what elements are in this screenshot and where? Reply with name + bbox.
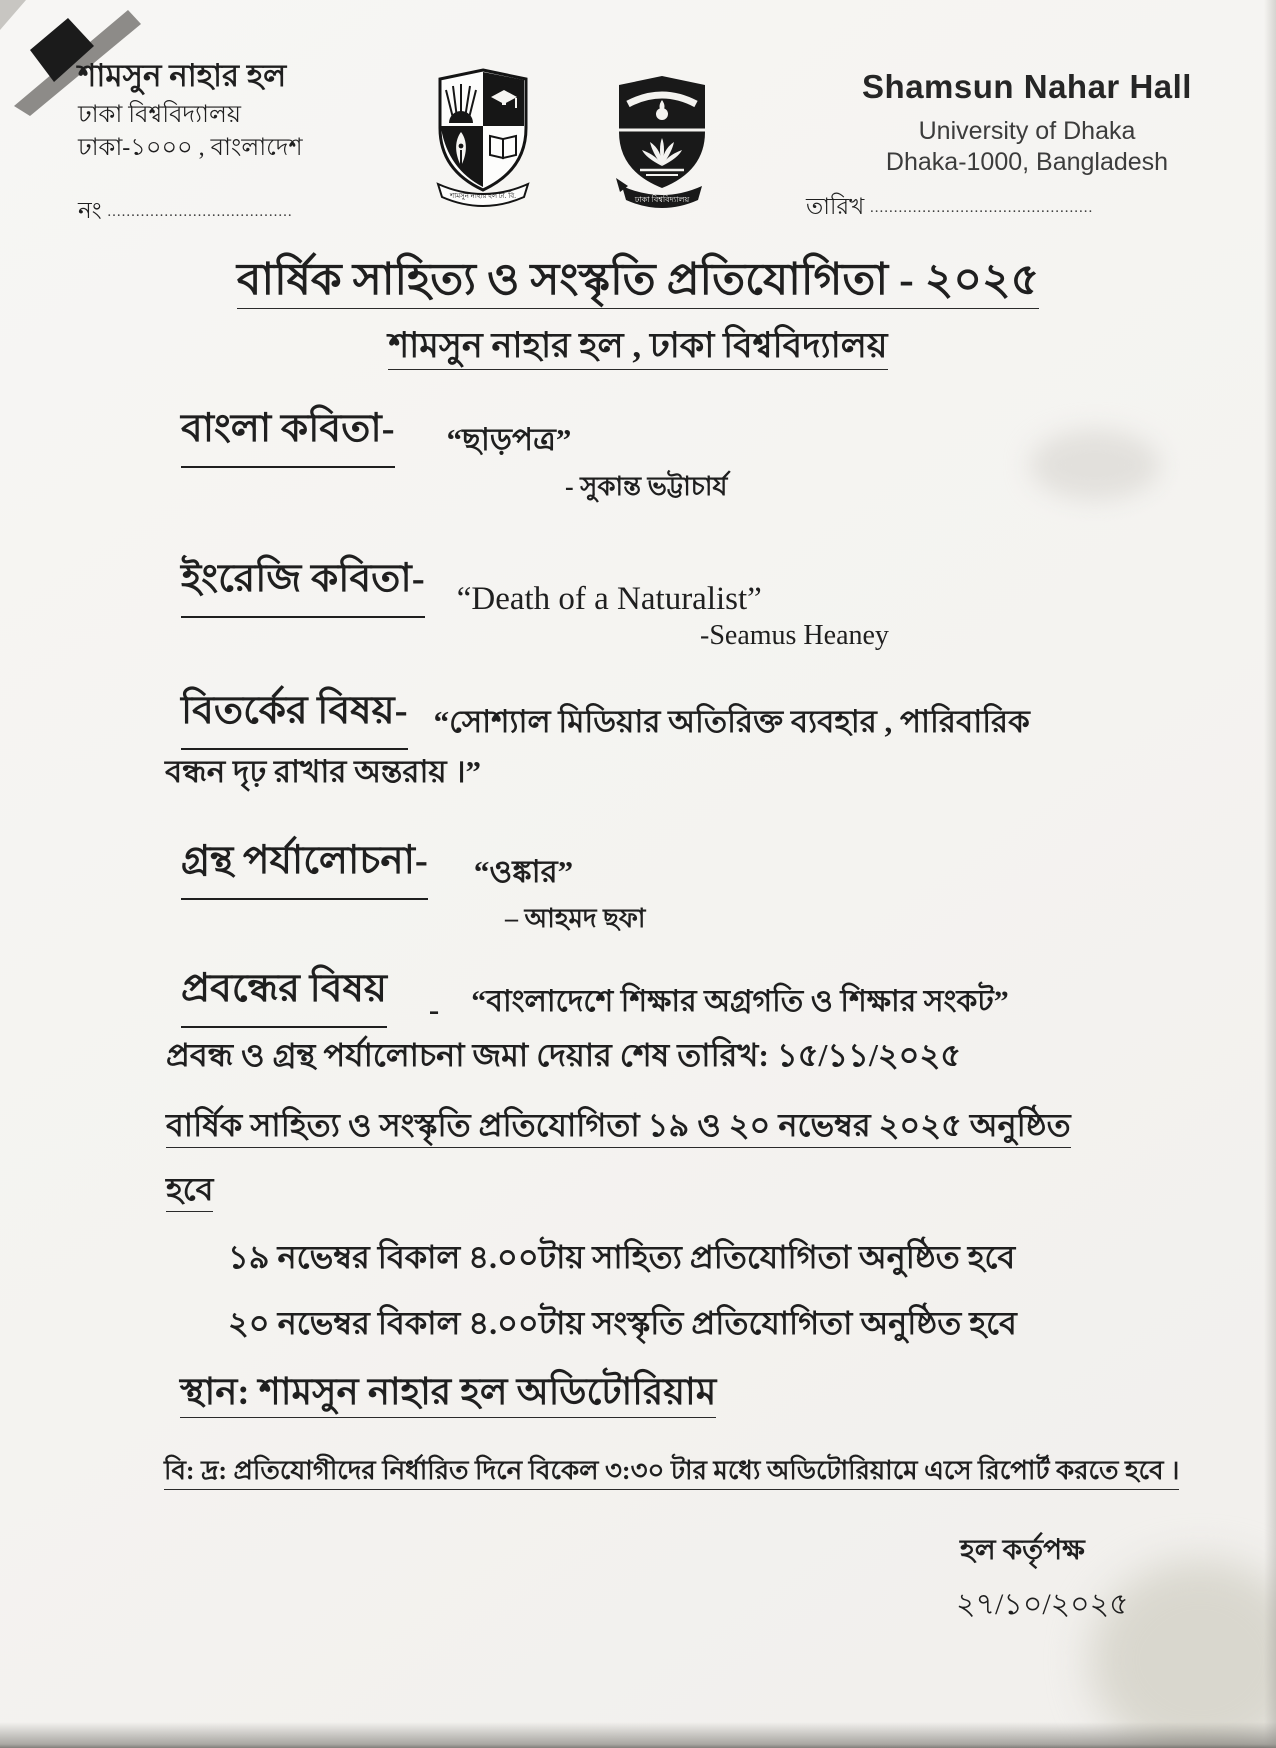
shamsun-nahar-hall-crest-logo (432, 66, 534, 212)
reporting-note-line (164, 1450, 1179, 1494)
date-line (806, 188, 1093, 227)
number-dotted-blank: ....................................... (107, 204, 293, 220)
bangla-poem-author: - সুকান্ত ভট্টাচার্য (565, 472, 728, 501)
hall-name-bengali: শামসুন নাহার হল (78, 58, 287, 93)
event-dates-line (166, 1100, 1071, 1154)
notice-title-text: বার্ষিক সাহিত্য ও সংস্কৃতি প্রতিযোগিতা - ২০২৫ (237, 255, 1039, 309)
debate-topic-label: বিতর্কের বিষয়- (181, 680, 408, 750)
bangla-poem-label: বাংলা কবিতা- (181, 398, 395, 468)
english-poem-label: ইংরেজি কবিতা- (181, 548, 425, 618)
notice-subtitle (0, 318, 1276, 377)
item-bangla-poem (181, 398, 571, 468)
address-english: Dhaka-1000, Bangladesh (885, 147, 1169, 176)
signature-date: ২৭/১০/২০২৫ (956, 1588, 1129, 1621)
signature-authority: হল কর্তৃপক্ষ (960, 1535, 1085, 1566)
letterhead-left (78, 60, 303, 169)
du-ribbon-text: ঢাকা বিশ্ববিদ্যালয় (634, 195, 690, 204)
item-book-review (181, 830, 573, 900)
book-review-title: “ওঙ্কার” (473, 854, 574, 889)
event-dates-text-continued: হবে (166, 1171, 213, 1212)
essay-topic-label: প্রবন্ধের বিষয় (181, 958, 387, 1028)
event-dates-line-continued (166, 1164, 213, 1218)
item-debate-topic (181, 680, 1030, 750)
address-bengali: ঢাকা-১০০০ , বাংলাদেশ (78, 135, 303, 161)
schedule-literature-line: ১৯ নভেম্বর বিকাল ৪.০০টায় সাহিত্য প্রতিযোগিতা অনুষ্ঠিত হবে (228, 1239, 1016, 1275)
venue-line (180, 1362, 716, 1425)
number-label: নং (78, 198, 102, 223)
essay-topic-title: “বাংলাদেশে শিক্ষার অগ্রগতি ও শিক্ষার সংকট” (471, 985, 1009, 1018)
book-review-author: – আহমদ ছফা (505, 904, 646, 933)
notice-title (0, 246, 1276, 319)
crest-ribbon-text: শামসুন নাহার হল ঢা. বি. (450, 192, 516, 200)
page-bottom-shadow (0, 1722, 1276, 1748)
event-dates-text: বার্ষিক সাহিত্য ও সংস্কৃতি প্রতিযোগিতা ১৯ ও ২০ নভেম্বর ২০২৫ অনুষ্ঠিত (166, 1107, 1071, 1148)
university-of-dhaka-seal (612, 74, 712, 212)
debate-topic-line1: “সোশ্যাল মিডিয়ার অতিরিক্ত ব্যবহার , পারিবারিক (433, 704, 1030, 739)
reporting-note-text: বি: দ্র: প্রতিযোগীদের নির্ধারিত দিনে বিকেল ৩:৩০ টার মধ্যে অডিটোরিয়ামে এসে রিপোর্ট করতে হবে । (164, 1456, 1179, 1490)
debate-topic-line2: বন্ধন দৃঢ় রাখার অন্তরায় ।” (165, 754, 482, 789)
hall-name-english: Shamsun Nahar Hall (862, 68, 1192, 105)
item-essay-topic (181, 958, 1009, 1028)
university-name-bengali: ঢাকা বিশ্ববিদ্যালয় (78, 102, 241, 128)
date-label: তারিখ (806, 194, 865, 219)
letterhead-right (862, 68, 1192, 177)
number-line (78, 192, 293, 231)
english-poem-author: -Seamus Heaney (700, 620, 889, 651)
bangla-poem-title: “ছাড়পত্র” (446, 422, 572, 457)
book-review-label: গ্রন্থ পর্যালোচনা- (181, 830, 428, 900)
venue-text: স্থান: শামসুন নাহার হল অডিটোরিয়াম (180, 1372, 716, 1418)
scan-smudge (1030, 430, 1160, 500)
item-english-poem (181, 548, 762, 618)
university-name-english: University of Dhaka (918, 117, 1136, 145)
essay-dash: - (428, 992, 440, 1027)
english-poem-title: “Death of a Naturalist” (456, 581, 762, 617)
notice-subtitle-text: শামসুন নাহার হল , ঢাকা বিশ্ববিদ্যালয় (388, 326, 887, 370)
date-dotted-blank: ............................................... (870, 200, 1094, 216)
submission-deadline-line: প্রবন্ধ ও গ্রন্থ পর্যালোচনা জমা দেয়ার শেষ তারিখ: ১৫/১১/২০২৫ (166, 1037, 962, 1073)
schedule-culture-line: ২০ নভেম্বর বিকাল ৪.০০টায় সংস্কৃতি প্রতিযোগিতা অনুষ্ঠিত হবে (228, 1305, 1017, 1341)
